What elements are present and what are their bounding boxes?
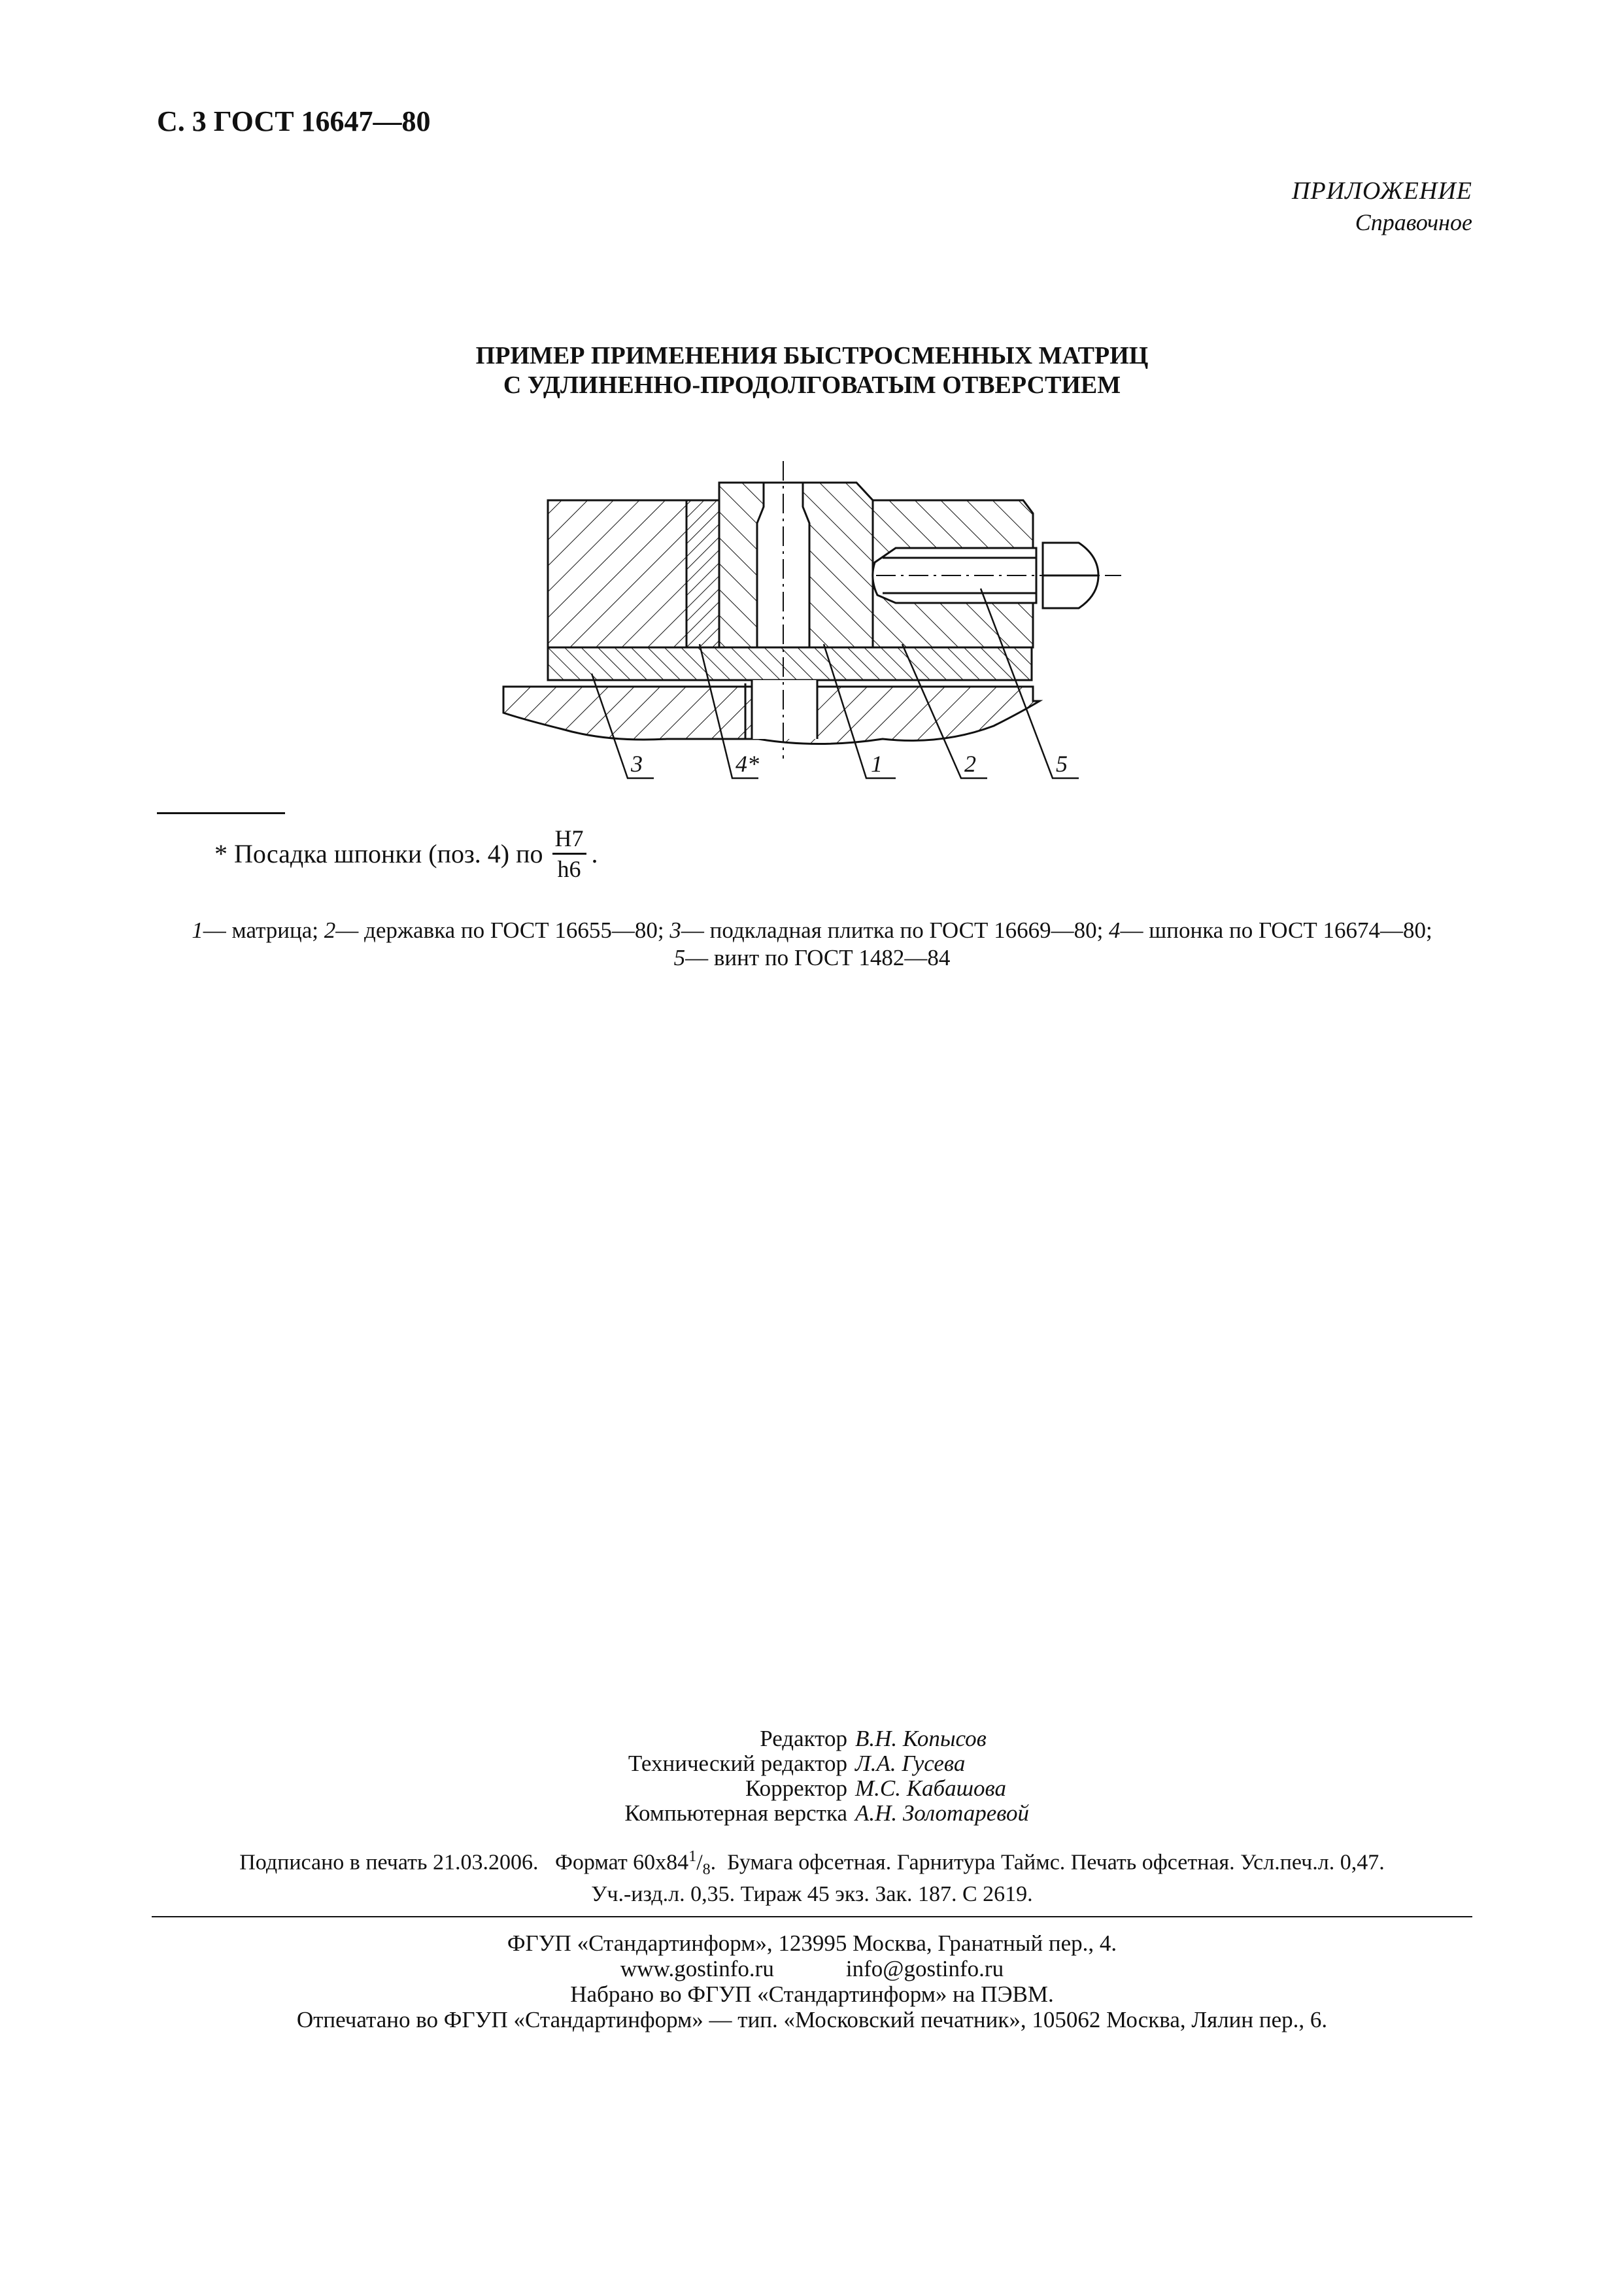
credit-role: Компьютерная верстка — [624, 1800, 847, 1826]
email-link[interactable]: info@gostinfo.ru — [845, 1956, 1004, 1981]
footnote-text: * Посадка шпонки (поз. 4) по — [214, 839, 543, 868]
section-title — [0, 341, 1624, 400]
assembly-drawing — [497, 458, 1138, 798]
credit-row — [78, 1726, 1624, 1751]
credit-row — [78, 1776, 1624, 1801]
footnote — [214, 825, 598, 882]
title-line-1: ПРИМЕР ПРИМЕНЕНИЯ БЫСТРОСМЕННЫХ МАТРИЦ — [475, 342, 1149, 369]
legend-item: 1— матрица; — [192, 917, 319, 943]
publication-line-2: Уч.-изд.л. 0,35. Тираж 45 экз. Зак. 187. С 2619. — [591, 1882, 1033, 1907]
imprint-rule — [152, 1916, 1472, 1917]
credit-name: А.Н. Золотаревой — [855, 1800, 1030, 1826]
legend-item: 5— винт по ГОСТ 1482—84 — [673, 945, 951, 970]
fit-denominator: h6 — [557, 856, 581, 882]
imprint-publisher: ФГУП «Стандартинформ», 123995 Москва, Гранатный пер., 4. — [507, 1930, 1117, 1956]
title-line-2: С УДЛИНЕННО-ПРОДОЛГОВАТЫМ ОТВЕРСТИЕМ — [503, 371, 1121, 399]
website-link[interactable]: www.gostinfo.ru — [620, 1956, 774, 1981]
callout-1: 1 — [871, 751, 883, 777]
annex-type: Справочное — [1355, 209, 1472, 235]
legend-item: 3— подкладная плитка по ГОСТ 16669—80; — [669, 917, 1104, 943]
fit-numerator: H7 — [552, 825, 586, 855]
publication-line-1: Подписано в печать 21.03.2006. Формат $60x84^1/_8$. Бумага офсетная. Гарнитура Таймс. Печать офсетная. Усл.печ.л. 0,47. — [239, 1848, 1385, 1879]
imprint-printed: Отпечатано во ФГУП «Стандартинформ» — тип. «Московский печатник», 105062 Москва, Лялин пер., 6. — [296, 2007, 1328, 2032]
callout-4: 4* — [736, 751, 759, 777]
fit-fraction — [552, 825, 586, 882]
annex-label — [1292, 175, 1472, 238]
imprint-block — [0, 1930, 1624, 2032]
annex-title: ПРИЛОЖЕНИЕ — [1292, 177, 1472, 205]
credit-row — [78, 1751, 1624, 1776]
parts-legend — [157, 917, 1467, 972]
credit-row — [78, 1801, 1624, 1826]
credit-role: Редактор — [760, 1726, 847, 1751]
callout-3: 3 — [631, 751, 643, 777]
credit-name: В.Н. Копысов — [855, 1726, 987, 1751]
imprint-contacts — [0, 1956, 1624, 1981]
legend-item: 4— шпонка по ГОСТ 16674—80; — [1109, 917, 1432, 943]
left-holder-shape — [548, 500, 686, 647]
backing-plate-shape — [548, 647, 1032, 680]
callout-2: 2 — [964, 751, 976, 777]
credit-name: М.С. Кабашова — [855, 1775, 1006, 1801]
imprint-typeset: Набрано во ФГУП «Стандартинформ» на ПЭВМ. — [570, 1981, 1054, 2007]
footnote-rule — [157, 812, 285, 814]
key-shape — [686, 500, 719, 647]
page-header: С. 3 ГОСТ 16647—80 — [157, 105, 431, 137]
legend-item: 2— державка по ГОСТ 16655—80; — [324, 917, 664, 943]
credit-role: Корректор — [745, 1775, 847, 1801]
callout-5: 5 — [1056, 751, 1068, 777]
credit-role: Технический редактор — [628, 1751, 847, 1776]
publication-info — [0, 1844, 1624, 1907]
credit-name: Л.А. Гусева — [855, 1751, 966, 1776]
footnote-end: . — [591, 839, 598, 868]
credits-block — [0, 1726, 1624, 1826]
